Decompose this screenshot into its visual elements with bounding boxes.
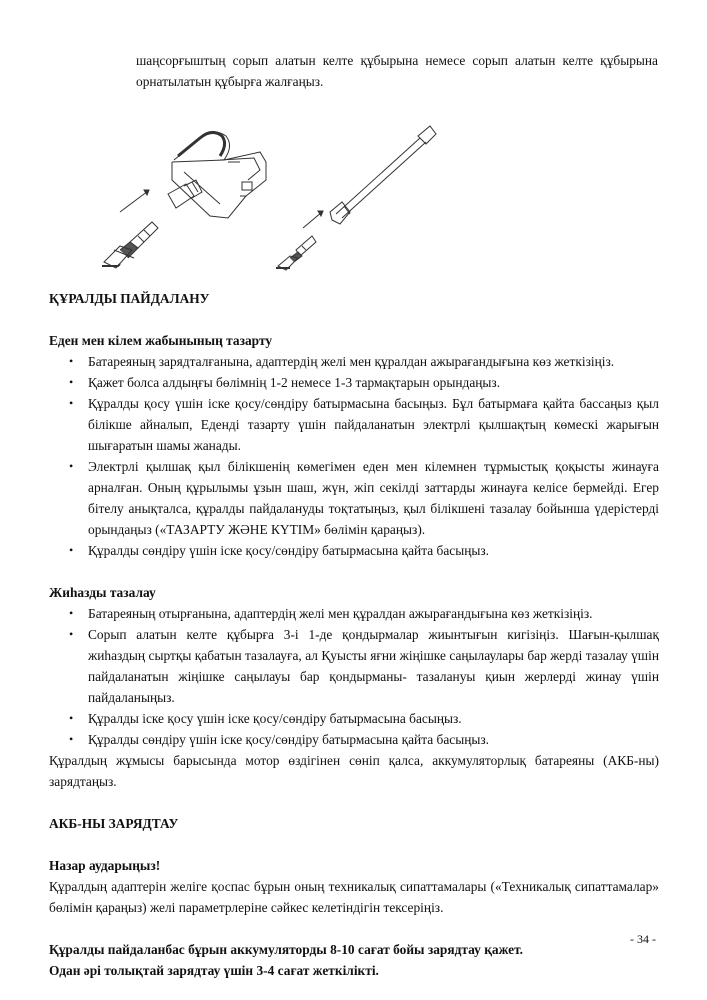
list-item-text: Құралды сөндіру үшін іске қосу/сөндіру батырмасына қайта басыңыз. <box>88 732 489 747</box>
bullet-icon: • <box>69 711 74 725</box>
list-item <box>49 708 659 729</box>
list-item-text: Электрлі қылшақ қыл білікшенің көмегімен еден мен кілемнен тұрмыстық қоқысты жинауға арналған. Оның құрылымы ұзын шаш, жүн, жіп секілді заттарды жинауға келісе бермейді. Егер бітелу анықталса, құралды пайдалануды тоқтатыңыз, қыл білікшені тазалау бойынша үдерістерді орындаңыз («ТАЗАРТУ ЖӘНЕ КҮТІМ» бөлімін қараңыз). <box>88 459 659 537</box>
attention-text: Құралдың адаптерін желіге қоспас бұрын оның техникалық сипаттамалары («Техникалық сипаттамалар» бөлімін қараңыз) желі параметрлеріне сәйкес келетіндігін тексеріңіз. <box>49 879 659 915</box>
bullet-icon: • <box>69 396 74 410</box>
insert-arrow-left-icon <box>120 190 149 212</box>
list-item-text: Құралды сөндіру үшін іске қосу/сөндіру батырмасына қайта басыңыз. <box>88 543 489 558</box>
list-item <box>49 372 659 393</box>
furniture-instructions-list <box>49 603 659 750</box>
bullet-icon: • <box>69 375 74 389</box>
intro-paragraph: шаңсорғыштың сорып алатын келте құбырына немесе сорып алатын келте құбырына орнатылатын құбырға жалғаңыз. <box>136 53 658 89</box>
floor-instructions-list <box>49 351 659 561</box>
bullet-icon: • <box>69 627 74 641</box>
bullet-icon: • <box>69 354 74 368</box>
list-item <box>49 624 659 708</box>
brush-attachment-right-icon <box>276 236 316 270</box>
charging-time-initial: Құралды пайдаланбас бұрын аккумуляторды 8-10 сағат бойы зарядтау қажет. <box>49 942 523 957</box>
list-item-text: Батареяның отырғанына, адаптердің желі мен құралдан ажырағандығына көз жеткізіңіз. <box>88 606 593 621</box>
furniture-note: Құралдың жұмысы барысында мотор өздігінен сөніп қалса, аккумуляторлық батареяны (АКБ-ны) зарядтаңыз. <box>49 753 659 789</box>
list-item <box>49 540 659 561</box>
charging-time-full: Одан әрі толықтай зарядтау үшін 3-4 сағат жеткілікті. <box>49 963 379 978</box>
list-item-text: Қажет болса алдыңғы бөлімнің 1-2 немесе 1-3 тармақтарын орындаңыз. <box>88 375 501 390</box>
list-item-text: Құралды іске қосу үшін іске қосу/сөндіру батырмасына басыңыз. <box>88 711 462 726</box>
vacuum-main-unit-icon <box>168 132 266 218</box>
list-item-text: Құралды қосу үшін іске қосу/сөндіру батырмасына басыңыз. Бұл батырмаға қайта бассаңыз қыл білікше айналып, Еденді тазарту үшін пайдаланатын электрлі қылшақтың көмескі жарығын шығаратын шамы жанады. <box>88 396 659 453</box>
subsection-title-furniture: Жиһазды тазалау <box>49 585 156 600</box>
list-item <box>49 456 659 540</box>
bullet-icon: • <box>69 606 74 620</box>
extension-tube-icon <box>330 126 436 224</box>
list-item <box>49 393 659 456</box>
bullet-icon: • <box>69 732 74 746</box>
bullet-icon: • <box>69 543 74 557</box>
bullet-icon: • <box>69 459 74 473</box>
brush-attachment-left-icon <box>102 222 158 268</box>
list-item <box>49 351 659 372</box>
list-item <box>49 729 659 750</box>
list-item-text: Батареяның зарядталғанына, адаптердің желі мен құралдан ажырағандығына көз жеткізіңіз. <box>88 354 615 369</box>
subsection-title-floor: Еден мен кілем жабынының тазарту <box>49 333 273 348</box>
section-title-charging: АКБ-НЫ ЗАРЯДТАУ <box>49 816 179 831</box>
list-item-text: Сорып алатын келте құбырға 3-і 1-де қондырмалар жиынтығын кигізіңіз. Шағын-қылшақ жиһаздың сыртқы қабатын тазалауға, ал Қуысты яғни жіңішке саңылаулары бар жерді тазалау үшін пайдаланатын жіңішке саңылауы бар қондырманы- тазалануы қиын жерлерді жинау үшін пайдаланыңыз. <box>88 627 659 705</box>
list-item <box>49 603 659 624</box>
main-content <box>49 288 659 981</box>
assembly-illustration <box>100 100 480 280</box>
insert-arrow-right-icon <box>303 211 323 228</box>
page-number: - 34 - <box>630 932 656 946</box>
section-title-usage: ҚҰРАЛДЫ ПАЙДАЛАНУ <box>49 291 210 306</box>
attention-title: Назар аударыңыз! <box>49 858 161 873</box>
